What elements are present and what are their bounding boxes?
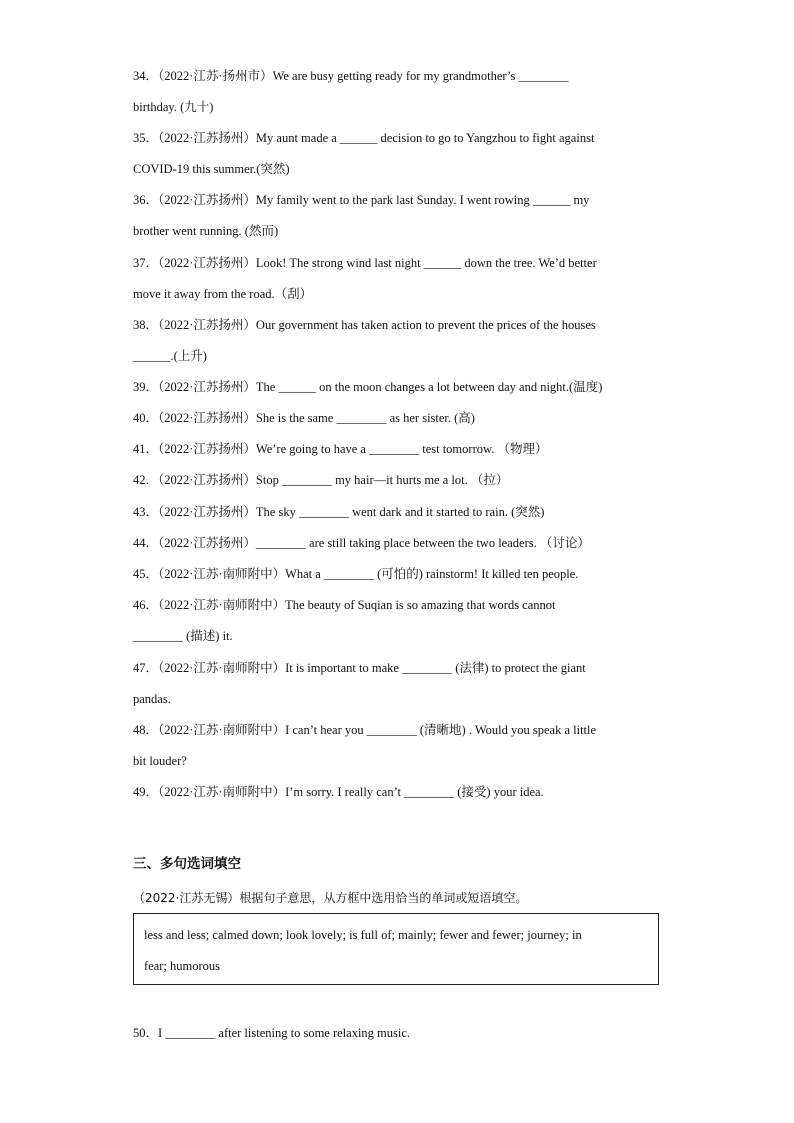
question-49 — [133, 777, 673, 808]
question-line: 39．（2022·江苏扬州）The ______ on the moon changes a lot between day and night.(温度) — [133, 380, 603, 394]
question-40 — [133, 403, 673, 434]
word-bank-box — [133, 913, 659, 985]
question-47 — [133, 653, 673, 715]
question-line: COVID-19 this summer.(突然) — [133, 162, 290, 176]
question-39 — [133, 372, 673, 403]
word-bank-line: less and less; calmed down; look lovely; is full of; mainly; fewer and fewer; journey; in — [144, 928, 582, 942]
question-line: 43．（2022·江苏扬州）The sky ________ went dark and it started to rain. (突然) — [133, 505, 545, 519]
question-line: move it away from the road.（刮） — [133, 287, 313, 301]
question-line: 48．（2022·江苏·南师附中）I can’t hear you ________ (清晰地) . Would you speak a little — [133, 723, 597, 737]
question-line: pandas. — [133, 692, 171, 706]
question-line: 45．（2022·江苏·南师附中）What a ________ (可怕的) rainstorm! It killed ten people. — [133, 567, 579, 581]
question-line: birthday. (九十) — [133, 100, 214, 114]
question-line: 35．（2022·江苏扬州）My aunt made a ______ decision to go to Yangzhou to fight against — [133, 131, 595, 145]
question-41 — [133, 434, 673, 465]
question-37 — [133, 248, 673, 310]
question-44 — [133, 528, 673, 559]
question-36 — [133, 185, 673, 247]
question-line: 49．（2022·江苏·南师附中）I’m sorry. I really can’t ________ (接受) your idea. — [133, 785, 544, 799]
question-line: 40．（2022·江苏扬州）She is the same ________ as her sister. (高) — [133, 411, 475, 425]
question-line: 34．（2022·江苏·扬州市）We are busy getting ready for my grandmother’s ________ — [133, 69, 569, 83]
question-line: 41．（2022·江苏扬州）We’re going to have a ________ test tomorrow. （物理） — [133, 442, 548, 456]
section-heading: 三、多句选词填空 — [133, 856, 241, 872]
question-46 — [133, 590, 673, 652]
section-instructions: （2022·江苏无锡）根据句子意思，从方框中选用恰当的单词或短语填空。 — [133, 891, 528, 905]
question-line: 36．（2022·江苏扬州）My family went to the park last Sunday. I went rowing ______ my — [133, 193, 590, 207]
question-line: 37．（2022·江苏扬州）Look! The strong wind last night ______ down the tree. We’d better — [133, 256, 597, 270]
word-bank-line: fear; humorous — [144, 959, 221, 973]
question-34 — [133, 61, 673, 123]
question-43 — [133, 497, 673, 528]
question-line: 42．（2022·江苏扬州）Stop ________ my hair—it hurts me a lot. （拉） — [133, 473, 509, 487]
question-line: 46．（2022·江苏·南师附中）The beauty of Suqian is so amazing that words cannot — [133, 598, 556, 612]
question-line: 50．I ________ after listening to some relaxing music. — [133, 1026, 411, 1040]
question-line: 38．（2022·江苏扬州）Our government has taken action to prevent the prices of the houses — [133, 318, 596, 332]
question-45 — [133, 559, 673, 590]
question-line: 44．（2022·江苏扬州）________ are still taking place between the two leaders. （讨论） — [133, 536, 590, 550]
question-38 — [133, 310, 673, 372]
question-50 — [133, 1018, 673, 1049]
question-42 — [133, 465, 673, 496]
question-line: brother went running. (然而) — [133, 224, 279, 238]
question-line: ________ (描述) it. — [133, 629, 233, 643]
question-line: 47．（2022·江苏·南师附中）It is important to make ________ (法律) to protect the giant — [133, 661, 586, 675]
question-line: bit louder? — [133, 754, 187, 768]
question-line: ______.(上升) — [133, 349, 207, 363]
question-48 — [133, 715, 673, 777]
question-35 — [133, 123, 673, 185]
